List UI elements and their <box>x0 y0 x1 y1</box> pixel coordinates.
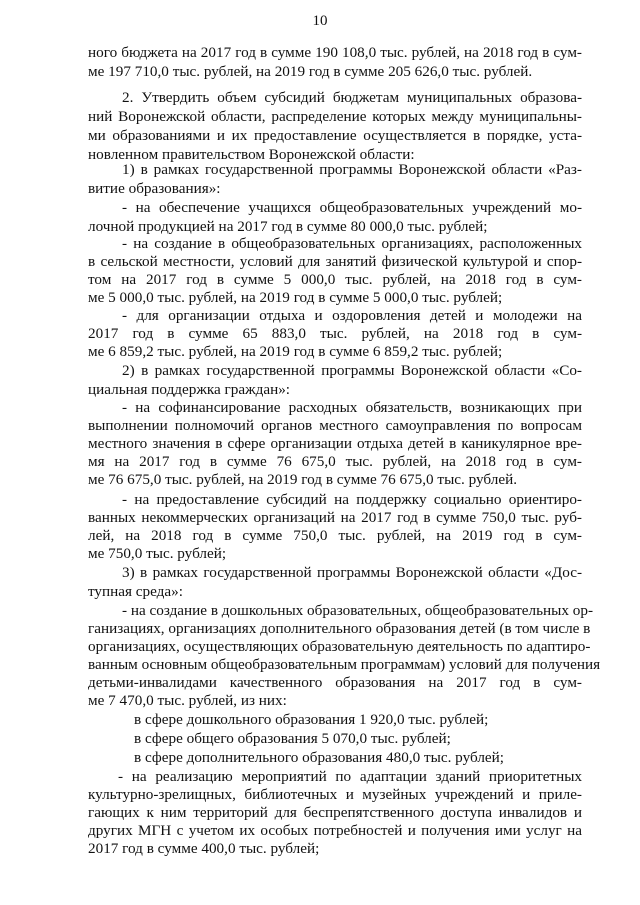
text-line: - на предоставление субсидий на поддержку социально ориентиро- <box>122 491 582 508</box>
text-line: - на обеспечение учащихся общеобразовательных учреждений мо- <box>122 199 582 216</box>
text-line: ме 750,0 тыс. рублей; <box>88 545 227 562</box>
text-line: - на реализацию мероприятий по адаптации зданий приоритетных <box>118 768 582 785</box>
text-line: ме 197 710,0 тыс. рублей, на 2019 год в сумме 205 626,0 тыс. рублей. <box>88 63 533 80</box>
text-line: местного значения в сфере организации отдыха детей в каникулярное вре- <box>88 435 582 452</box>
text-line: - на создание в общеобразовательных организациях, расположенных <box>122 235 582 252</box>
text-line: в сфере дошкольного образования 1 920,0 тыс. рублей; <box>134 711 489 728</box>
text-line: ми образованиями и их предоставление осуществляется в порядке, уста- <box>88 127 582 144</box>
text-line: витие образования»: <box>88 180 221 197</box>
text-line: новленном правительством Воронежской области: <box>88 146 415 163</box>
text-line: циальная поддержка граждан»: <box>88 381 291 398</box>
text-line: гающих к ним территорий для беспрепятственного доступа инвалидов и <box>88 804 582 821</box>
text-line: ванным основным общеобразовательным программам) условий для получения <box>88 656 601 673</box>
text-line: культурно-зрелищных, библиотечных и музейных учреждений и приле- <box>88 786 582 803</box>
page-number: 10 <box>312 13 328 29</box>
text-line: 2) в рамках государственной программы Воронежской области «Со- <box>122 362 582 379</box>
text-line: ганизациях, организациях дополнительного образования детей (в том числе в <box>88 620 591 637</box>
text-line: ний Воронежской области, распределение которых между муниципальны- <box>88 108 582 125</box>
text-line: детьми-инвалидами качественного образования на 2017 год в сум- <box>88 674 582 691</box>
text-line: ванных некоммерческих организаций на 2017 год в сумме 750,0 тыс. руб- <box>88 509 582 526</box>
text-line: ме 6 859,2 тыс. рублей, на 2019 год в сумме 6 859,2 тыс. рублей; <box>88 343 503 360</box>
text-line: в сельской местности, условий для занятий физической культурой и спор- <box>88 253 582 270</box>
text-line: ме 5 000,0 тыс. рублей, на 2019 год в сумме 5 000,0 тыс. рублей; <box>88 289 503 306</box>
text-line: в сфере дополнительного образования 480,0 тыс. рублей; <box>134 749 504 766</box>
text-line: в сфере общего образования 5 070,0 тыс. рублей; <box>134 730 451 747</box>
text-line: том на 2017 год в сумме 5 000,0 тыс. рублей, на 2018 год в сум- <box>88 271 582 288</box>
text-line: ного бюджета на 2017 год в сумме 190 108,0 тыс. рублей, на 2018 год в сум- <box>88 44 582 61</box>
text-line: лочной продукцией на 2017 год в сумме 80 000,0 тыс. рублей; <box>88 218 488 235</box>
text-line: ме 7 470,0 тыс. рублей, из них: <box>88 692 287 709</box>
text-line: - на создание в дошкольных образовательных, общеобразовательных ор- <box>122 602 594 619</box>
text-line: 2. Утвердить объем субсидий бюджетам муниципальных образова- <box>122 89 582 106</box>
text-line: 3) в рамках государственной программы Воронежской области «Дос- <box>122 564 582 581</box>
text-line: тупная среда»: <box>88 583 183 600</box>
text-line: мя на 2017 год в сумме 76 675,0 тыс. рублей, на 2018 год в сум- <box>88 453 582 470</box>
text-line: 2017 год в сумме 400,0 тыс. рублей; <box>88 840 320 857</box>
text-line: 1) в рамках государственной программы Воронежской области «Раз- <box>122 161 582 178</box>
text-line: других МГН с учетом их особых потребностей и получения ими услуг на <box>88 822 582 839</box>
text-line: лей, на 2018 год в сумме 750,0 тыс. рублей, на 2019 год в сум- <box>88 527 582 544</box>
text-line: 2017 год в сумме 65 883,0 тыс. рублей, на 2018 год в сум- <box>88 325 582 342</box>
text-line: - на софинансирование расходных обязательств, возникающих при <box>122 399 582 416</box>
text-line: выполнении полномочий органов местного самоуправления по вопросам <box>88 417 582 434</box>
text-line: ме 76 675,0 тыс. рублей, на 2019 год в сумме 76 675,0 тыс. рублей. <box>88 471 517 488</box>
text-line: организациях, осуществляющих образовательную деятельность по адаптиро- <box>88 638 591 655</box>
text-line: - для организации отдыха и оздоровления детей и молодежи на <box>122 307 582 324</box>
